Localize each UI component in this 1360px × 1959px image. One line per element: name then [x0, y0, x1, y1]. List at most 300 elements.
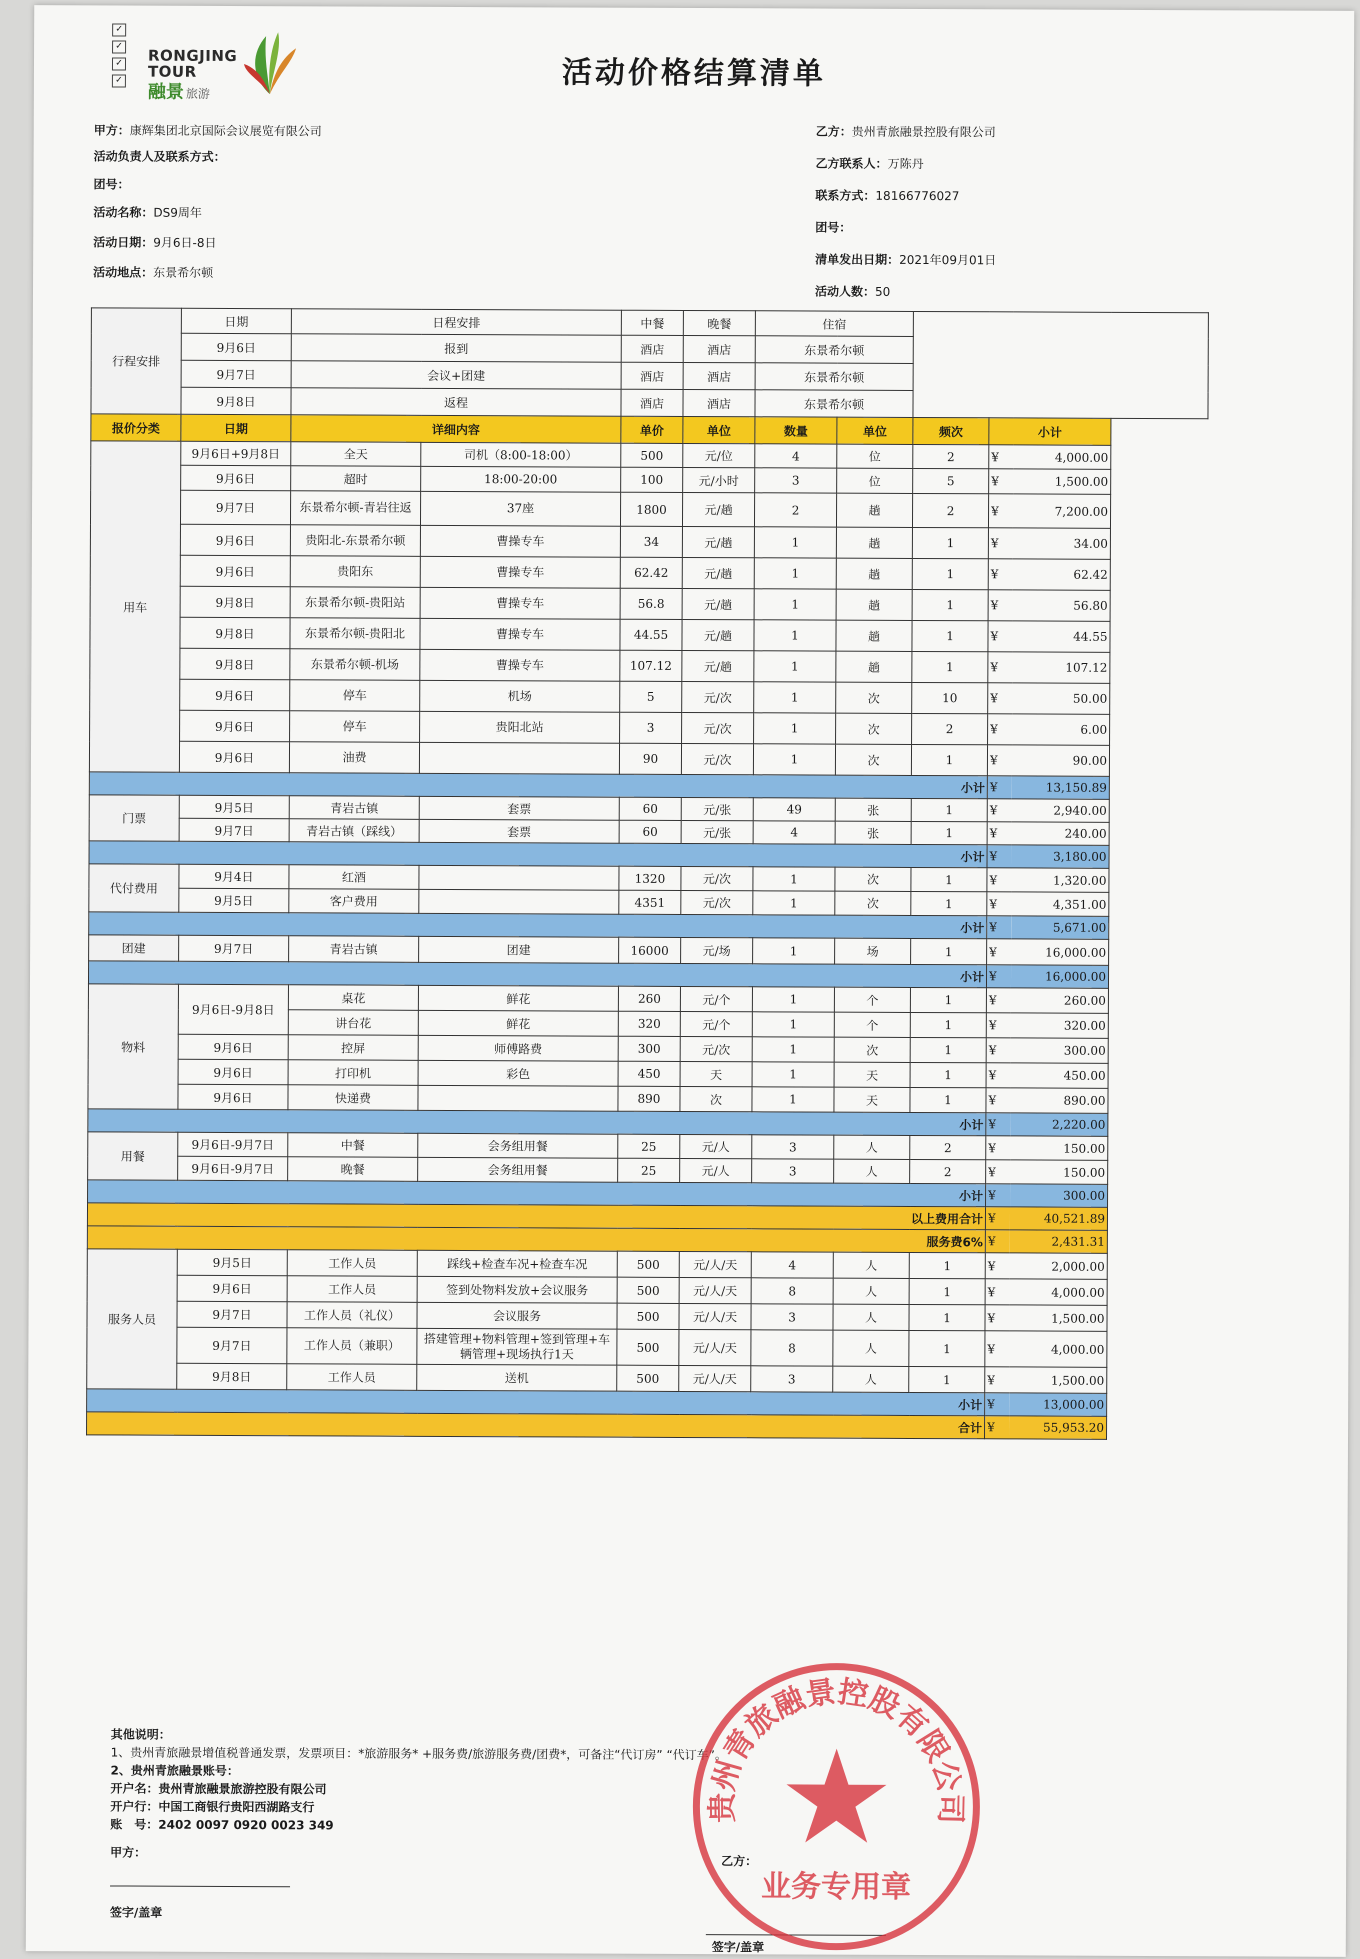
note-line: 账 号：2402 0097 0920 0023 349: [110, 1815, 726, 1836]
table-cell: 元/趟: [682, 492, 754, 526]
table-cell: 元/人/天: [679, 1277, 751, 1303]
date-cell: 9月6日: [179, 741, 289, 772]
table-cell: 会议服务: [417, 1302, 617, 1329]
currency-symbol: ¥: [988, 621, 1012, 652]
line-item-row: [90, 710, 1207, 746]
subtotal-label: 小计: [88, 961, 986, 988]
table-cell: 超时: [291, 466, 421, 492]
currency-symbol: ¥: [986, 1063, 1010, 1088]
table-cell: 次: [835, 891, 911, 915]
column-header: 晚餐: [683, 310, 755, 335]
table-cell: 元/趟: [682, 588, 754, 619]
table-cell: 元/人/天: [679, 1251, 751, 1277]
table-cell: 1: [909, 1304, 985, 1330]
table-cell: 500: [617, 1329, 679, 1365]
table-cell: 次: [836, 682, 912, 713]
table-cell: 元/个: [680, 1011, 752, 1036]
table-cell: 500: [617, 1365, 679, 1391]
line-item-row: [90, 679, 1207, 715]
table-cell: 司机（8:00-18:00）: [421, 442, 621, 467]
table-cell: 450: [618, 1061, 680, 1086]
page-title: 活动价格结算清单: [34, 45, 1354, 95]
table-cell: 1: [754, 620, 836, 651]
date-cell: 9月6日-9月7日: [178, 1156, 288, 1180]
category-label: 代付费用: [89, 864, 179, 912]
currency-symbol: ¥: [987, 916, 1011, 939]
column-header: 频次: [913, 417, 989, 444]
amount-cell: 4,000.00: [1009, 1331, 1107, 1367]
table-cell: 会务组用餐: [418, 1133, 618, 1158]
currency-symbol: ¥: [989, 445, 1013, 469]
info-label: 活动地点：: [93, 265, 153, 279]
info-label: 活动负责人及联系方式：: [94, 149, 226, 164]
table-cell: 62.42: [620, 557, 682, 588]
currency-symbol: ¥: [986, 1136, 1010, 1160]
table-cell: 元/位: [683, 443, 755, 467]
table-cell: 次: [680, 1086, 752, 1111]
category-label: 用车: [89, 441, 180, 772]
currency-symbol: ¥: [988, 683, 1012, 714]
table-cell: 4: [751, 1252, 833, 1278]
table-cell: 人: [833, 1252, 909, 1278]
table-cell: 3: [620, 712, 682, 743]
amount-cell: 300.00: [1010, 1038, 1108, 1063]
amount-cell: 90.00: [1011, 745, 1109, 776]
grand-total-row: [87, 1412, 1204, 1440]
amount-cell: 6.00: [1012, 714, 1110, 745]
table-cell: 2: [913, 444, 989, 468]
amount-cell: 1,320.00: [1011, 868, 1109, 892]
date-cell: 9月4日: [179, 864, 289, 888]
table-cell: 酒店: [683, 389, 755, 416]
column-header: 单价: [621, 416, 683, 443]
table-cell: 元/小时: [683, 467, 755, 492]
table-cell: 踩线+检查车况+检查车况: [417, 1250, 617, 1277]
table-cell: 1: [910, 987, 986, 1012]
category-label: 团建: [89, 935, 179, 961]
table-body: [87, 308, 1209, 1440]
subtotal-value: 5,671.00: [1011, 916, 1109, 939]
table-cell: 1: [752, 987, 834, 1012]
table-cell: 1: [753, 744, 835, 775]
table-cell: 工作人员（兼职）: [287, 1328, 417, 1365]
party-a-info: [93, 117, 322, 286]
table-cell: 18:00-20:00: [421, 466, 621, 492]
table-cell: 44.55: [620, 619, 682, 650]
table-cell: 1: [909, 1278, 985, 1304]
table-cell: 人: [833, 1330, 909, 1366]
table-cell: 鲜花: [418, 985, 618, 1011]
table-cell: 人: [834, 1159, 910, 1183]
info-value: 9月6日-8日: [153, 236, 216, 250]
subtotal-label: 小计: [88, 1109, 986, 1136]
table-cell: 酒店: [683, 362, 755, 389]
date-cell: 9月8日: [180, 586, 290, 617]
table-cell: 1: [911, 867, 987, 891]
table-cell: 曹操专车: [420, 649, 620, 681]
info-value: 18166776027: [875, 189, 959, 203]
table-cell: 元/趟: [682, 619, 754, 650]
amount-cell: 150.00: [1010, 1136, 1108, 1160]
table-cell: 会议+团建: [291, 361, 621, 389]
currency-symbol: ¥: [987, 965, 1011, 988]
amount-cell: 890.00: [1010, 1088, 1108, 1113]
table-cell: 趟: [836, 493, 912, 527]
date-cell: 9月5日: [179, 795, 289, 818]
table-cell: 320: [618, 1011, 680, 1036]
currency-symbol: ¥: [987, 939, 1011, 965]
table-cell: 人: [833, 1304, 909, 1330]
table-cell: 1: [754, 589, 836, 620]
currency-symbol: ¥: [985, 1305, 1009, 1331]
column-header: 详细内容: [291, 415, 621, 443]
table-cell: 贵阳东: [290, 556, 420, 588]
table-cell: 停车: [290, 680, 420, 712]
subtotal-value: 3,180.00: [1011, 845, 1109, 868]
table-cell: 5: [913, 468, 989, 493]
table-cell: 酒店: [621, 335, 683, 362]
table-cell: 1: [754, 682, 836, 713]
table-cell: 5: [620, 681, 682, 712]
seal-text: 贵州青旅融景控股有限公司: [705, 1674, 968, 1824]
table-cell: 客户费用: [289, 889, 419, 914]
table-cell: 1: [752, 1062, 834, 1087]
table-cell: 位: [837, 444, 913, 468]
date-cell: 9月6日-9月8日: [178, 984, 288, 1034]
amount-cell: 34.00: [1012, 528, 1110, 559]
currency-symbol: ¥: [986, 1113, 1010, 1136]
amount-cell: 16,000.00: [1011, 939, 1109, 965]
currency-symbol: ¥: [988, 714, 1012, 745]
table-cell: 500: [617, 1277, 679, 1303]
table-cell: 曹操专车: [420, 556, 620, 588]
currency-symbol: ¥: [987, 799, 1011, 822]
table-cell: 油费: [289, 742, 419, 774]
table-cell: 天: [834, 1062, 910, 1087]
subtotal-value: 55,953.20: [1009, 1416, 1107, 1439]
amount-cell: 56.80: [1012, 590, 1110, 621]
table-cell: 3: [751, 1304, 833, 1330]
notes-heading: 其他说明：: [111, 1725, 727, 1746]
amount-cell: 4,000.00: [1013, 445, 1111, 469]
date-cell: 9月8日: [177, 1363, 287, 1389]
table-cell: 8: [751, 1330, 833, 1366]
table-cell: 2: [754, 493, 836, 527]
subtotal-value: 13,150.89: [1011, 776, 1109, 799]
subtotal-label: 小计: [89, 841, 987, 868]
table-cell: 元/人/天: [679, 1303, 751, 1329]
table-cell: 1: [754, 558, 836, 589]
currency-symbol: ¥: [987, 845, 1011, 868]
table-cell: 张: [835, 821, 911, 844]
table-cell: 500: [617, 1303, 679, 1329]
table-cell: 元/次: [681, 743, 753, 774]
amount-cell: 2,000.00: [1009, 1253, 1107, 1279]
amount-cell: 240.00: [1011, 822, 1109, 845]
table-cell: 青岩古镇（踩线）: [289, 819, 419, 843]
table-cell: 签到处物料发放+会议服务: [417, 1276, 617, 1303]
column-header: 数量: [755, 417, 837, 444]
info-label: 联系方式：: [815, 189, 875, 203]
table-cell: 34: [620, 526, 682, 557]
table-cell: 25: [618, 1134, 680, 1158]
table-cell: 贵阳北站: [420, 711, 620, 743]
info-value: 东景希尔顿: [153, 266, 213, 280]
amount-cell: 1,500.00: [1013, 469, 1111, 494]
table-cell: 返程: [291, 388, 621, 416]
date-cell: 9月8日: [180, 648, 290, 679]
table-cell: 会务组用餐: [418, 1157, 618, 1182]
table-cell: 红酒: [289, 865, 419, 890]
table-cell: 元/人: [680, 1158, 752, 1182]
table-cell: 东景希尔顿-机场: [290, 649, 420, 681]
table-cell: 260: [618, 986, 680, 1011]
party-b-info: [815, 119, 997, 306]
table-cell: 1: [911, 891, 987, 915]
subtotal-value: 16,000.00: [1011, 965, 1109, 988]
amount-cell: 320.00: [1010, 1013, 1108, 1038]
currency-symbol: ¥: [989, 494, 1013, 528]
table-cell: 控屏: [288, 1035, 418, 1061]
table-cell: 1: [753, 938, 835, 964]
date-cell: 9月7日: [179, 818, 289, 841]
subtotal-label: 小计: [87, 1389, 985, 1416]
category-label: 用餐: [88, 1132, 178, 1180]
subtotal-value: 2,431.31: [1009, 1230, 1107, 1253]
table-cell: 60: [619, 797, 681, 820]
note-line: 2、贵州青旅融景账号：: [111, 1761, 727, 1782]
table-cell: 107.12: [620, 650, 682, 681]
table-cell: 酒店: [621, 362, 683, 389]
table-cell: 趟: [836, 651, 912, 682]
table-cell: 东景希尔顿-贵阳站: [290, 587, 420, 619]
table-cell: [419, 742, 619, 774]
date-cell: 9月6日: [178, 1084, 288, 1109]
date-cell: 9月5日: [179, 888, 289, 912]
category-label: 门票: [89, 795, 179, 841]
table-cell: 酒店: [683, 335, 755, 362]
currency-symbol: ¥: [985, 1367, 1009, 1393]
table-cell: 1: [910, 1087, 986, 1112]
table-cell: 贵阳北-东景希尔顿: [290, 525, 420, 557]
table-cell: 元/趟: [682, 650, 754, 681]
table-cell: 49: [753, 798, 835, 821]
table-cell: 元/张: [681, 797, 753, 820]
logo-text-en-2: TOUR: [148, 63, 197, 81]
currency-symbol: ¥: [985, 1253, 1009, 1279]
settlement-table: [86, 307, 1209, 1440]
table-cell: 元/人/天: [679, 1329, 751, 1365]
table-cell: 曹操专车: [420, 525, 620, 557]
table-cell: 曹操专车: [420, 587, 620, 619]
column-header: 住宿: [755, 311, 913, 337]
party-a-sign-label: 签字/盖章: [110, 1903, 162, 1920]
info-label: 活动人数：: [815, 285, 875, 299]
table-cell: 1: [752, 1087, 834, 1112]
info-value: 万陈丹: [888, 157, 924, 171]
table-cell: 全天: [291, 442, 421, 467]
table-cell: 工作人员: [287, 1276, 417, 1303]
table-cell: 16000: [619, 937, 681, 963]
table-cell: 1: [911, 798, 987, 821]
table-cell: 打印机: [288, 1060, 418, 1086]
table-cell: 元/次: [682, 712, 754, 743]
table-cell: 趟: [836, 589, 912, 620]
date-cell: 9月6日: [178, 1034, 288, 1059]
table-cell: 机场: [420, 680, 620, 712]
line-item-row: [89, 741, 1206, 777]
currency-symbol: ¥: [985, 1207, 1009, 1230]
currency-symbol: ¥: [988, 590, 1012, 621]
table-cell: 4351: [619, 890, 681, 914]
table-cell: 90: [619, 743, 681, 774]
date-cell: 9月7日: [177, 1327, 287, 1363]
info-value: 贵州青旅融景控股有限公司: [852, 125, 996, 140]
table-cell: 次: [836, 713, 912, 744]
table-cell: 1: [753, 891, 835, 915]
currency-symbol: ¥: [989, 469, 1013, 494]
logo-text-cn-small: 旅游: [186, 87, 210, 101]
table-cell: 2: [910, 1159, 986, 1183]
table-cell: 4: [755, 444, 837, 468]
party-a-signature-label: 甲方：: [110, 1843, 146, 1860]
info-label: 活动日期：: [93, 235, 153, 249]
date-cell: 9月6日+9月8日: [181, 441, 291, 465]
table-cell: 元/次: [681, 866, 753, 890]
column-header: 日程安排: [291, 309, 621, 335]
currency-symbol: ¥: [988, 559, 1012, 590]
table-cell: 青岩古镇: [289, 936, 419, 963]
currency-symbol: ¥: [986, 1038, 1010, 1063]
table-cell: 1: [754, 713, 836, 744]
currency-symbol: ¥: [988, 652, 1012, 683]
table-cell: 搭建管理+物料管理+签到管理+车辆管理+现场执行1天: [417, 1328, 617, 1365]
currency-symbol: ¥: [987, 776, 1011, 799]
info-label: 甲方：: [94, 123, 130, 137]
table-cell: 人: [833, 1278, 909, 1304]
date-cell: 9月6日: [177, 1275, 287, 1301]
table-cell: 元/人/天: [679, 1365, 751, 1391]
table-cell: 晚餐: [288, 1157, 418, 1182]
table-cell: 东景希尔顿: [755, 390, 913, 418]
party-b-sign-label: 签字/盖章: [712, 1938, 764, 1955]
seal-bottom-text: 业务专用章: [761, 1869, 911, 1905]
table-cell: 1: [912, 558, 988, 589]
party-a-signature-line: [110, 1885, 290, 1887]
currency-symbol: ¥: [986, 1160, 1010, 1184]
subtotal-label: 以上费用合计: [87, 1203, 985, 1230]
table-cell: 报到: [291, 334, 621, 362]
table-cell: 元/张: [681, 820, 753, 843]
table-cell: 趟: [836, 620, 912, 651]
table-cell: 1: [912, 651, 988, 682]
table-cell: 1: [753, 867, 835, 891]
table-cell: 元/次: [681, 890, 753, 914]
table-cell: 次: [834, 1037, 910, 1062]
table-cell: 东景希尔顿-贵阳北: [290, 618, 420, 650]
line-item-row: [87, 1327, 1204, 1368]
table-cell: 酒店: [621, 389, 683, 416]
logo-text-en-1: RONGJING: [148, 47, 237, 65]
subtotal-label: 小计: [89, 772, 987, 799]
table-cell: 青岩古镇: [289, 796, 419, 820]
table-cell: 鲜花: [418, 1010, 618, 1036]
table-cell: 37座: [420, 491, 620, 526]
amount-cell: 107.12: [1012, 652, 1110, 683]
amount-cell: 1,500.00: [1009, 1305, 1107, 1331]
table-cell: 1: [910, 1062, 986, 1087]
table-cell: 场: [835, 938, 911, 964]
info-value: 50: [875, 285, 890, 299]
line-item-row: [90, 490, 1207, 529]
info-value: 2021年09月01日: [899, 253, 996, 267]
table-cell: 天: [680, 1061, 752, 1086]
table-cell: 3: [751, 1366, 833, 1392]
amount-cell: 260.00: [1010, 988, 1108, 1013]
currency-symbol: ¥: [986, 988, 1010, 1013]
info-value: 康辉集团北京国际会议展览有限公司: [130, 124, 322, 139]
table-cell: 讲台花: [288, 1010, 418, 1036]
table-cell: 天: [834, 1087, 910, 1112]
date-cell: 9月6日: [181, 465, 291, 490]
table-cell: 3: [755, 468, 837, 493]
table-cell: 人: [834, 1135, 910, 1159]
table-cell: 2: [913, 493, 989, 527]
info-label: 乙方：: [816, 125, 852, 139]
date-cell: 9月6日: [180, 710, 290, 741]
table-cell: 次: [835, 867, 911, 891]
line-item-row: [88, 984, 1205, 1014]
table-cell: 500: [617, 1251, 679, 1277]
table-cell: 1: [911, 821, 987, 844]
table-cell: 1: [909, 1330, 985, 1366]
table-cell: 套票: [419, 796, 619, 820]
logo-text-cn: 融景: [148, 82, 184, 103]
table-cell: 9月8日: [181, 387, 291, 414]
checkbox-icon: ✓ ✓ ✓ ✓: [112, 23, 128, 91]
column-header: 报价分类: [91, 414, 181, 441]
table-cell: 元/人: [680, 1134, 752, 1158]
amount-cell: 4,351.00: [1011, 892, 1109, 916]
table-cell: 张: [835, 798, 911, 821]
info-label: 活动名称：: [93, 205, 153, 219]
table-cell: 东景希尔顿-青岩往返: [290, 491, 420, 526]
table-cell: 1: [912, 589, 988, 620]
table-cell: 1: [754, 651, 836, 682]
table-cell: 快递费: [288, 1085, 418, 1111]
note-line: 开户名：贵州青旅融景旅游控股有限公司: [110, 1779, 726, 1800]
empty-cell: [913, 311, 1208, 418]
amount-cell: 62.42: [1012, 559, 1110, 590]
table-cell: 位: [837, 468, 913, 493]
subtotal-value: 2,220.00: [1010, 1113, 1108, 1136]
amount-cell: 2,940.00: [1011, 799, 1109, 822]
date-cell: 9月6日: [180, 524, 290, 555]
subtotal-value: 40,521.89: [1009, 1207, 1107, 1230]
table-cell: 1320: [619, 866, 681, 890]
currency-symbol: ¥: [986, 1088, 1010, 1113]
table-cell: 个: [834, 1012, 910, 1037]
table-cell: 东景希尔顿: [755, 336, 913, 364]
table-cell: 趟: [836, 527, 912, 558]
table-cell: 工作人员: [287, 1250, 417, 1277]
currency-symbol: ¥: [985, 1331, 1009, 1367]
table-cell: 2: [910, 1135, 986, 1159]
currency-symbol: ¥: [988, 528, 1012, 559]
line-item-row: [90, 586, 1207, 622]
table-cell: 9月7日: [181, 360, 291, 387]
table-cell: 3: [752, 1135, 834, 1159]
